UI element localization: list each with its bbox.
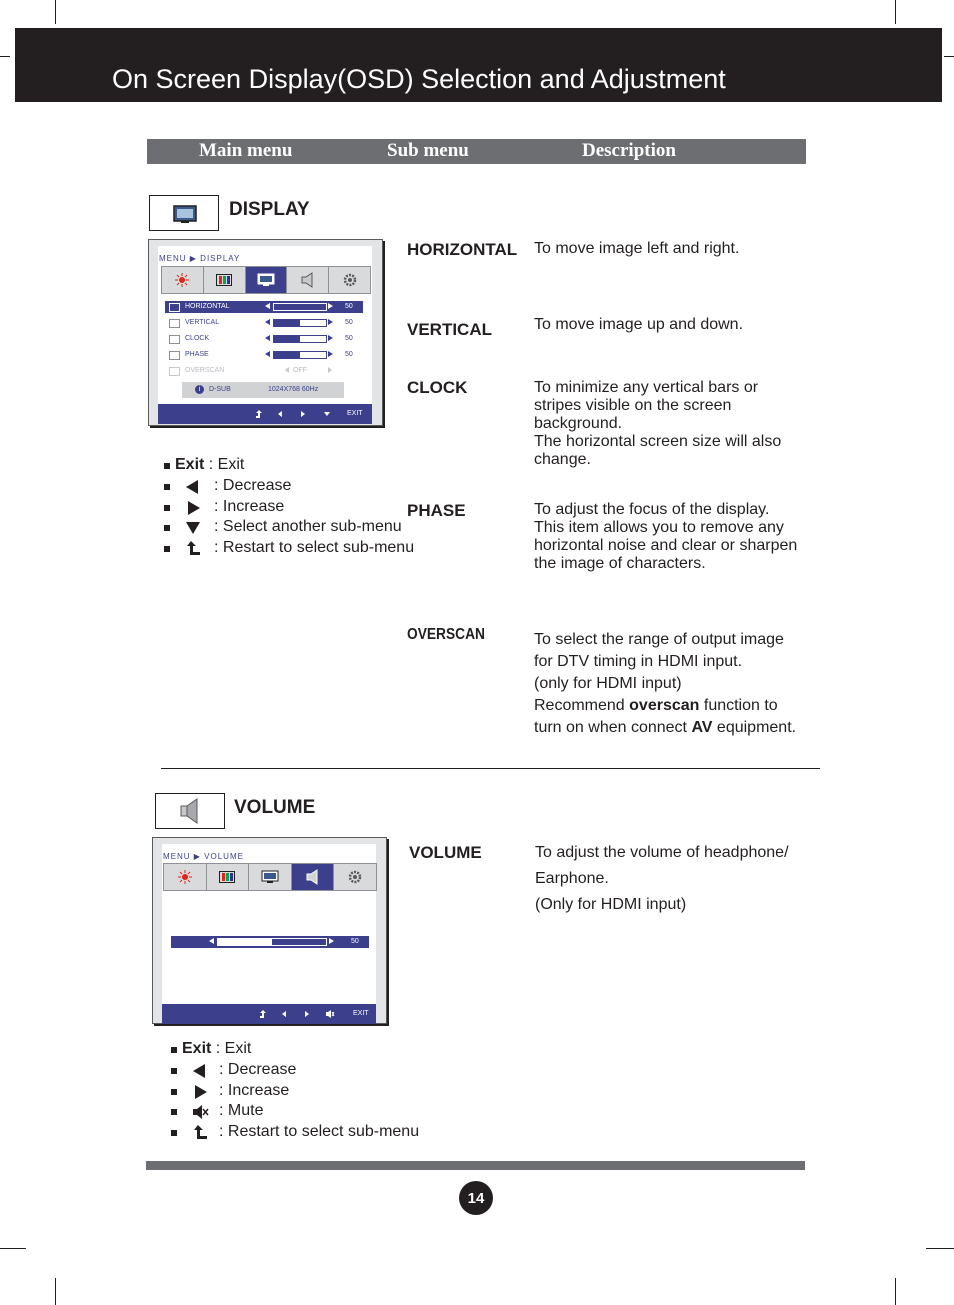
right-arrow-icon [328, 303, 333, 309]
submenu-phase: PHASE [407, 501, 466, 520]
volume-section-icon-box [155, 793, 225, 829]
volume-section-title: VOLUME [234, 797, 316, 818]
down-arrow-icon[interactable] [324, 412, 330, 416]
osd-slider[interactable] [273, 335, 327, 343]
mute-icon [191, 1103, 209, 1121]
right-arrow-icon [184, 499, 202, 517]
crop-mark [895, 0, 896, 24]
left-arrow-icon [184, 478, 202, 496]
bullet [164, 525, 170, 531]
description-vertical: To move image up and down. [534, 316, 744, 333]
color-icon [219, 871, 235, 883]
volume-icon [301, 272, 315, 288]
left-arrow-icon [265, 319, 270, 325]
right-arrow-icon[interactable] [301, 411, 305, 417]
volume-osd-screen [152, 837, 387, 1024]
bullet [164, 484, 170, 490]
osd-tab-color[interactable] [207, 864, 250, 890]
crop-mark [944, 56, 954, 57]
mute-icon[interactable] [325, 1009, 335, 1019]
description-clock: To minimize any vertical bars or stripes visible on the screen background. The horizontal screen size will also change. [534, 379, 782, 468]
osd-tab-volume[interactable] [292, 864, 335, 890]
crop-mark [0, 1248, 26, 1249]
osd-row-clock[interactable]: CLOCK 50 [165, 333, 363, 345]
row-icon [169, 303, 180, 312]
osd-tab-settings[interactable] [329, 267, 370, 293]
down-arrow-icon [184, 519, 202, 537]
bullet [171, 1130, 177, 1136]
right-arrow-icon[interactable] [305, 1011, 309, 1017]
osd-tab-volume[interactable] [287, 267, 329, 293]
column-header-bar [147, 139, 806, 164]
osd-tab-brightness[interactable] [164, 864, 207, 890]
osd-control-bar [158, 404, 372, 424]
row-icon [169, 351, 180, 360]
footer-bar [146, 1161, 805, 1170]
osd-breadcrumb: MENU ▶ DISPLAY [159, 254, 241, 263]
osd-row-horizontal[interactable]: HORIZONTAL 50 [165, 301, 363, 313]
description-horizontal: To move image left and right. [534, 240, 740, 257]
left-arrow-icon [265, 351, 270, 357]
row-icon [169, 367, 180, 376]
bullet [171, 1068, 177, 1074]
osd-row-vertical[interactable]: VERTICAL 50 [165, 317, 363, 329]
right-arrow-icon [328, 367, 332, 373]
osd-exit-button[interactable]: EXIT [353, 1010, 369, 1017]
crop-mark [55, 0, 56, 24]
section-divider [161, 768, 820, 769]
osd-tab-color[interactable] [204, 267, 246, 293]
row-icon [169, 335, 180, 344]
bullet [164, 546, 170, 552]
return-icon [184, 540, 202, 558]
left-arrow-icon[interactable] [282, 1011, 286, 1017]
display-osd-screen [148, 239, 383, 426]
osd-slider[interactable] [273, 351, 327, 359]
submenu-vertical: VERTICAL [407, 320, 492, 339]
return-icon[interactable] [254, 409, 264, 419]
osd-tab-bar [161, 266, 371, 294]
right-arrow-icon [328, 335, 333, 341]
left-arrow-icon [265, 335, 270, 341]
left-arrow-icon [209, 938, 214, 944]
right-arrow-icon [328, 319, 333, 325]
info-icon: i [195, 385, 204, 394]
description-phase: To adjust the focus of the display. This item allows you to remove any horizontal noise and clear or sharpen the image of characters. [534, 501, 798, 572]
osd-input-info: i D-SUB 1024X768 60Hz [182, 382, 344, 398]
osd-exit-button[interactable]: EXIT [347, 410, 363, 417]
crop-mark [0, 56, 10, 57]
right-arrow-icon [328, 351, 333, 357]
left-arrow-icon [265, 303, 270, 309]
row-icon [169, 319, 180, 328]
osd-tab-display[interactable] [246, 267, 288, 293]
bullet [171, 1109, 177, 1115]
brightness-icon [175, 273, 189, 287]
volume-icon [306, 869, 320, 885]
submenu-volume: VOLUME [409, 843, 482, 862]
submenu-overscan: OVERSCAN [407, 626, 485, 643]
right-arrow-icon [329, 938, 334, 944]
column-description: Description [582, 140, 676, 161]
submenu-horizontal: HORIZONTAL [407, 240, 518, 259]
bullet [164, 463, 170, 469]
left-arrow-icon[interactable] [278, 411, 282, 417]
osd-tab-display[interactable] [249, 864, 292, 890]
crop-mark [55, 1278, 56, 1305]
osd-tab-settings[interactable] [334, 864, 376, 890]
column-sub-menu: Sub menu [387, 140, 469, 161]
gear-icon [348, 870, 362, 884]
osd-row-overscan: OVERSCAN OFF [165, 365, 363, 377]
page-title: On Screen Display(OSD) Selection and Adjustment [112, 64, 726, 94]
display-icon [257, 273, 275, 287]
osd-row-volume[interactable]: 50 [171, 936, 369, 948]
brightness-icon [178, 870, 192, 884]
osd-slider[interactable] [273, 303, 327, 311]
osd-control-bar [162, 1004, 376, 1024]
crop-mark [926, 1248, 954, 1249]
gear-icon [343, 273, 357, 287]
right-arrow-icon [191, 1083, 209, 1101]
monitor-icon [150, 196, 218, 230]
bullet [171, 1089, 177, 1095]
description-volume: To adjust the volume of headphone/ Earphone. (Only for HDMI input) [535, 844, 789, 913]
page-number: 14 [459, 1181, 493, 1215]
color-icon [216, 274, 232, 286]
display-icon [261, 870, 279, 884]
osd-breadcrumb: MENU ▶ VOLUME [163, 852, 244, 861]
osd-tab-bar [163, 863, 377, 891]
osd-slider[interactable] [273, 319, 327, 327]
osd-row-phase[interactable]: PHASE 50 [165, 349, 363, 361]
column-main-menu: Main menu [199, 140, 293, 161]
submenu-clock: CLOCK [407, 378, 468, 397]
left-arrow-icon [285, 367, 289, 373]
bullet [164, 505, 170, 511]
display-section-title: DISPLAY [229, 199, 310, 220]
osd-tab-brightness[interactable] [162, 267, 204, 293]
crop-mark [895, 1278, 896, 1305]
osd-slider[interactable] [217, 938, 327, 946]
return-icon[interactable] [258, 1009, 268, 1019]
bullet [171, 1047, 177, 1053]
return-icon [191, 1124, 209, 1142]
speaker-icon [156, 794, 224, 828]
display-section-icon-box [149, 195, 219, 231]
left-arrow-icon [191, 1062, 209, 1080]
description-overscan: To select the range of output image for DTV timing in HDMI input. (only for HDMI input) Recommend overscan function to turn on when connect AV equipment. [534, 631, 797, 736]
